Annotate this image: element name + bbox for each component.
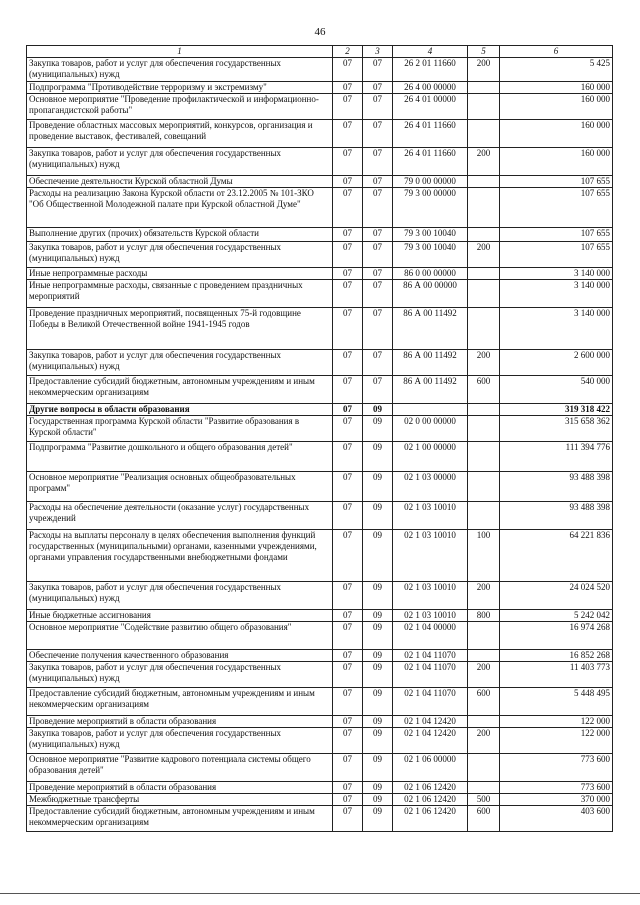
row-expense-type-cell: 500 [468,794,500,806]
row-expense-type-cell [468,416,500,442]
table-row [27,228,613,242]
row-section-cell: 07 [333,442,363,472]
table-row [27,688,613,716]
row-section-cell: 07 [333,242,363,268]
table-row [27,502,613,530]
row-section-cell: 07 [333,610,363,622]
row-subsection-cell: 09 [363,442,393,472]
row-name-cell: Выполнение других (прочих) обязательств Курской области [27,228,333,242]
row-subsection-cell: 07 [363,228,393,242]
row-name-cell: Проведение мероприятий в области образования [27,782,333,794]
row-expense-type-cell: 800 [468,610,500,622]
row-section-cell: 07 [333,622,363,650]
row-section-cell: 07 [333,582,363,610]
row-name-cell: Государственная программа Курской области "Развитие образования в Курской области" [27,416,333,442]
table-row [27,94,613,120]
row-target-article-cell: 02 1 03 00000 [393,472,468,502]
table-row [27,650,613,662]
table-row [27,622,613,650]
row-expense-type-cell [468,176,500,188]
row-section-cell: 07 [333,268,363,280]
row-subsection-cell: 09 [363,728,393,754]
row-section-cell: 07 [333,650,363,662]
row-subsection-cell: 09 [363,716,393,728]
row-amount-cell: 16 852 268 [500,650,613,662]
row-subsection-cell: 07 [363,94,393,120]
row-subsection-cell: 07 [363,350,393,376]
table-row [27,728,613,754]
row-section-cell: 07 [333,688,363,716]
row-section-cell: 07 [333,176,363,188]
row-amount-cell: 107 655 [500,176,613,188]
row-target-article-cell: 86 А 00 11492 [393,350,468,376]
row-subsection-cell: 09 [363,610,393,622]
row-name-cell: Закупка товаров, работ и услуг для обеспечения государственных (муниципальных) нужд [27,350,333,376]
row-target-article-cell: 79 3 00 00000 [393,188,468,228]
row-target-article-cell: 86 А 00 11492 [393,376,468,404]
row-subsection-cell: 09 [363,416,393,442]
row-target-article-cell: 26 4 01 00000 [393,94,468,120]
row-subsection-cell: 09 [363,662,393,688]
row-target-article-cell: 26 4 00 00000 [393,82,468,94]
row-amount-cell: 122 000 [500,728,613,754]
row-subsection-cell: 07 [363,58,393,82]
table-row [27,82,613,94]
row-section-cell: 07 [333,404,363,416]
row-target-article-cell: 02 1 04 11070 [393,688,468,716]
row-section-cell: 07 [333,58,363,82]
table-row [27,280,613,308]
row-expense-type-cell: 100 [468,530,500,582]
row-subsection-cell: 07 [363,82,393,94]
row-target-article-cell [393,404,468,416]
row-subsection-cell: 09 [363,806,393,832]
row-expense-type-cell [468,94,500,120]
row-amount-cell: 107 655 [500,228,613,242]
row-target-article-cell: 02 1 04 11070 [393,650,468,662]
row-name-cell: Проведение праздничных мероприятий, посвященных 75-й годовщине Победы в Великой Отечественной войне 1941-1945 годов [27,308,333,350]
table-row [27,416,613,442]
row-name-cell: Иные бюджетные ассигнования [27,610,333,622]
row-amount-cell: 5 448 495 [500,688,613,716]
row-expense-type-cell [468,622,500,650]
table-row [27,120,613,148]
row-target-article-cell: 26 4 01 11660 [393,120,468,148]
row-section-cell: 07 [333,148,363,176]
row-subsection-cell: 09 [363,502,393,530]
row-name-cell: Расходы на выплаты персоналу в целях обеспечения выполнения функций государственных (муниципальными) органами, казенными учреждениями, органами управления государственными внебюджетными фондами [27,530,333,582]
row-name-cell: Подпрограмма "Развитие дошкольного и общего образования детей" [27,442,333,472]
row-expense-type-cell: 200 [468,662,500,688]
row-amount-cell: 160 000 [500,120,613,148]
row-name-cell: Межбюджетные трансферты [27,794,333,806]
row-amount-cell: 2 600 000 [500,350,613,376]
row-section-cell: 07 [333,662,363,688]
table-row [27,188,613,228]
row-section-cell: 07 [333,94,363,120]
row-subsection-cell: 09 [363,622,393,650]
table-row [27,58,613,82]
row-expense-type-cell: 200 [468,58,500,82]
row-target-article-cell: 79 3 00 10040 [393,242,468,268]
row-subsection-cell: 09 [363,688,393,716]
table-row [27,794,613,806]
row-name-cell: Проведение областных массовых мероприятий, конкурсов, организация и проведение выставок, фестивалей, совещаний [27,120,333,148]
row-target-article-cell: 02 1 06 12420 [393,794,468,806]
row-name-cell: Предоставление субсидий бюджетным, автономным учреждениям и иным некоммерческим организациям [27,688,333,716]
row-expense-type-cell: 200 [468,582,500,610]
row-target-article-cell: 02 1 04 12420 [393,716,468,728]
row-subsection-cell: 09 [363,782,393,794]
row-name-cell: Иные непрограммные расходы [27,268,333,280]
row-subsection-cell: 09 [363,472,393,502]
row-amount-cell: 540 000 [500,376,613,404]
row-name-cell: Основное мероприятие "Развитие кадрового потенциала системы общего образования детей" [27,754,333,782]
row-expense-type-cell [468,308,500,350]
row-name-cell: Основное мероприятие "Реализация основных общеобразовательных программ" [27,472,333,502]
row-target-article-cell: 02 1 03 10010 [393,582,468,610]
row-name-cell: Иные непрограммные расходы, связанные с проведением праздничных мероприятий [27,280,333,308]
row-name-cell: Обеспечение деятельности Курской областной Думы [27,176,333,188]
row-subsection-cell: 07 [363,120,393,148]
row-expense-type-cell [468,782,500,794]
row-section-cell: 07 [333,530,363,582]
row-name-cell: Закупка товаров, работ и услуг для обеспечения государственных (муниципальных) нужд [27,148,333,176]
row-section-cell: 07 [333,280,363,308]
table-row [27,754,613,782]
row-amount-cell: 24 024 520 [500,582,613,610]
row-amount-cell: 160 000 [500,94,613,120]
table-row [27,716,613,728]
row-amount-cell: 315 658 362 [500,416,613,442]
row-target-article-cell: 02 1 03 10010 [393,502,468,530]
row-amount-cell: 5 425 [500,58,613,82]
row-name-cell: Другие вопросы в области образования [27,404,333,416]
row-target-article-cell: 26 2 01 11660 [393,58,468,82]
row-expense-type-cell [468,502,500,530]
row-section-cell: 07 [333,728,363,754]
header-col-6: 6 [500,46,613,58]
row-subsection-cell: 09 [363,530,393,582]
row-name-cell: Проведение мероприятий в области образования [27,716,333,728]
row-target-article-cell: 86 А 00 11492 [393,308,468,350]
table-row [27,376,613,404]
table-header-row [27,46,613,58]
row-target-article-cell: 02 1 00 00000 [393,442,468,472]
row-amount-cell: 107 655 [500,242,613,268]
row-expense-type-cell: 600 [468,376,500,404]
row-amount-cell: 319 318 422 [500,404,613,416]
table-row [27,308,613,350]
row-name-cell: Закупка товаров, работ и услуг для обеспечения государственных (муниципальных) нужд [27,58,333,82]
row-amount-cell: 370 000 [500,794,613,806]
row-expense-type-cell [468,472,500,502]
row-amount-cell: 64 221 836 [500,530,613,582]
row-name-cell: Подпрограмма "Противодействие терроризму и экстремизму" [27,82,333,94]
row-subsection-cell: 07 [363,268,393,280]
row-name-cell: Закупка товаров, работ и услуг для обеспечения государственных (муниципальных) нужд [27,242,333,268]
row-section-cell: 07 [333,350,363,376]
row-subsection-cell: 07 [363,176,393,188]
table-row [27,662,613,688]
row-name-cell: Предоставление субсидий бюджетным, автономным учреждениям и иным некоммерческим организациям [27,376,333,404]
row-section-cell: 07 [333,472,363,502]
row-amount-cell: 122 000 [500,716,613,728]
row-section-cell: 07 [333,716,363,728]
row-section-cell: 07 [333,82,363,94]
row-name-cell: Предоставление субсидий бюджетным, автономным учреждениям и иным некоммерческим организациям [27,806,333,832]
row-subsection-cell: 07 [363,280,393,308]
header-col-1: 1 [27,46,333,58]
row-target-article-cell: 86 А 00 00000 [393,280,468,308]
table-row [27,442,613,472]
row-amount-cell: 111 394 776 [500,442,613,472]
row-name-cell: Расходы на реализацию Закона Курской области от 23.12.2005 № 101-ЗКО "Об Общественной Молодежной палате при Курской областной Думе" [27,188,333,228]
row-target-article-cell: 79 3 00 10040 [393,228,468,242]
row-section-cell: 07 [333,794,363,806]
row-expense-type-cell: 200 [468,728,500,754]
row-subsection-cell: 07 [363,308,393,350]
row-amount-cell: 5 242 042 [500,610,613,622]
row-amount-cell: 403 600 [500,806,613,832]
row-target-article-cell: 02 1 06 00000 [393,754,468,782]
row-expense-type-cell [468,82,500,94]
row-subsection-cell: 07 [363,242,393,268]
header-col-3: 3 [363,46,393,58]
row-target-article-cell: 02 1 03 10010 [393,530,468,582]
row-subsection-cell: 09 [363,582,393,610]
row-expense-type-cell [468,280,500,308]
row-amount-cell: 773 600 [500,782,613,794]
row-name-cell: Обеспечение получения качественного образования [27,650,333,662]
row-name-cell: Закупка товаров, работ и услуг для обеспечения государственных (муниципальных) нужд [27,662,333,688]
row-amount-cell: 93 488 398 [500,502,613,530]
page-number: 46 [314,26,326,38]
row-target-article-cell: 79 0 00 00000 [393,176,468,188]
row-name-cell: Основное мероприятие "Проведение профилактической и информационно-пропагандистской работы" [27,94,333,120]
row-section-cell: 07 [333,228,363,242]
row-expense-type-cell [468,228,500,242]
table-row [27,472,613,502]
row-subsection-cell: 07 [363,376,393,404]
row-section-cell: 07 [333,376,363,404]
row-subsection-cell: 07 [363,148,393,176]
row-amount-cell: 773 600 [500,754,613,782]
row-expense-type-cell [468,754,500,782]
table-row [27,350,613,376]
row-expense-type-cell: 600 [468,806,500,832]
table-row [27,176,613,188]
row-expense-type-cell [468,268,500,280]
row-amount-cell: 107 655 [500,188,613,228]
table-row [27,148,613,176]
table-row [27,582,613,610]
row-expense-type-cell [468,650,500,662]
row-amount-cell: 160 000 [500,148,613,176]
row-name-cell: Расходы на обеспечение деятельности (оказание услуг) государственных учреждений [27,502,333,530]
budget-table [26,45,613,832]
row-amount-cell: 93 488 398 [500,472,613,502]
header-col-2: 2 [333,46,363,58]
row-target-article-cell: 26 4 01 11660 [393,148,468,176]
row-amount-cell: 3 140 000 [500,308,613,350]
row-expense-type-cell [468,716,500,728]
table-row [27,610,613,622]
row-section-cell: 07 [333,188,363,228]
row-name-cell: Закупка товаров, работ и услуг для обеспечения государственных (муниципальных) нужд [27,728,333,754]
row-name-cell: Основное мероприятие "Содействие развитию общего образования" [27,622,333,650]
row-subsection-cell: 09 [363,754,393,782]
table-row [27,806,613,832]
row-subsection-cell: 09 [363,794,393,806]
row-section-cell: 07 [333,416,363,442]
table-row [27,404,613,416]
row-section-cell: 07 [333,120,363,148]
row-section-cell: 07 [333,308,363,350]
row-amount-cell: 160 000 [500,82,613,94]
row-target-article-cell: 02 1 06 12420 [393,806,468,832]
row-amount-cell: 3 140 000 [500,268,613,280]
row-name-cell: Закупка товаров, работ и услуг для обеспечения государственных (муниципальных) нужд [27,582,333,610]
row-amount-cell: 3 140 000 [500,280,613,308]
row-expense-type-cell: 200 [468,242,500,268]
table-row [27,268,613,280]
row-target-article-cell: 02 1 04 00000 [393,622,468,650]
header-col-4: 4 [393,46,468,58]
row-subsection-cell: 07 [363,188,393,228]
row-section-cell: 07 [333,502,363,530]
row-target-article-cell: 02 0 00 00000 [393,416,468,442]
table-row [27,530,613,582]
row-expense-type-cell [468,188,500,228]
row-expense-type-cell [468,120,500,148]
row-expense-type-cell [468,442,500,472]
table-row [27,242,613,268]
row-target-article-cell: 86 0 00 00000 [393,268,468,280]
row-target-article-cell: 02 1 06 12420 [393,782,468,794]
scan-edge-line [0,893,640,894]
row-section-cell: 07 [333,806,363,832]
row-subsection-cell: 09 [363,404,393,416]
row-target-article-cell: 02 1 04 12420 [393,728,468,754]
row-section-cell: 07 [333,754,363,782]
row-expense-type-cell [468,404,500,416]
table-row [27,782,613,794]
row-target-article-cell: 02 1 03 10010 [393,610,468,622]
row-target-article-cell: 02 1 04 11070 [393,662,468,688]
row-expense-type-cell: 200 [468,350,500,376]
row-section-cell: 07 [333,782,363,794]
row-expense-type-cell: 200 [468,148,500,176]
row-amount-cell: 11 403 773 [500,662,613,688]
row-subsection-cell: 09 [363,650,393,662]
header-col-5: 5 [468,46,500,58]
row-expense-type-cell: 600 [468,688,500,716]
row-amount-cell: 16 974 268 [500,622,613,650]
